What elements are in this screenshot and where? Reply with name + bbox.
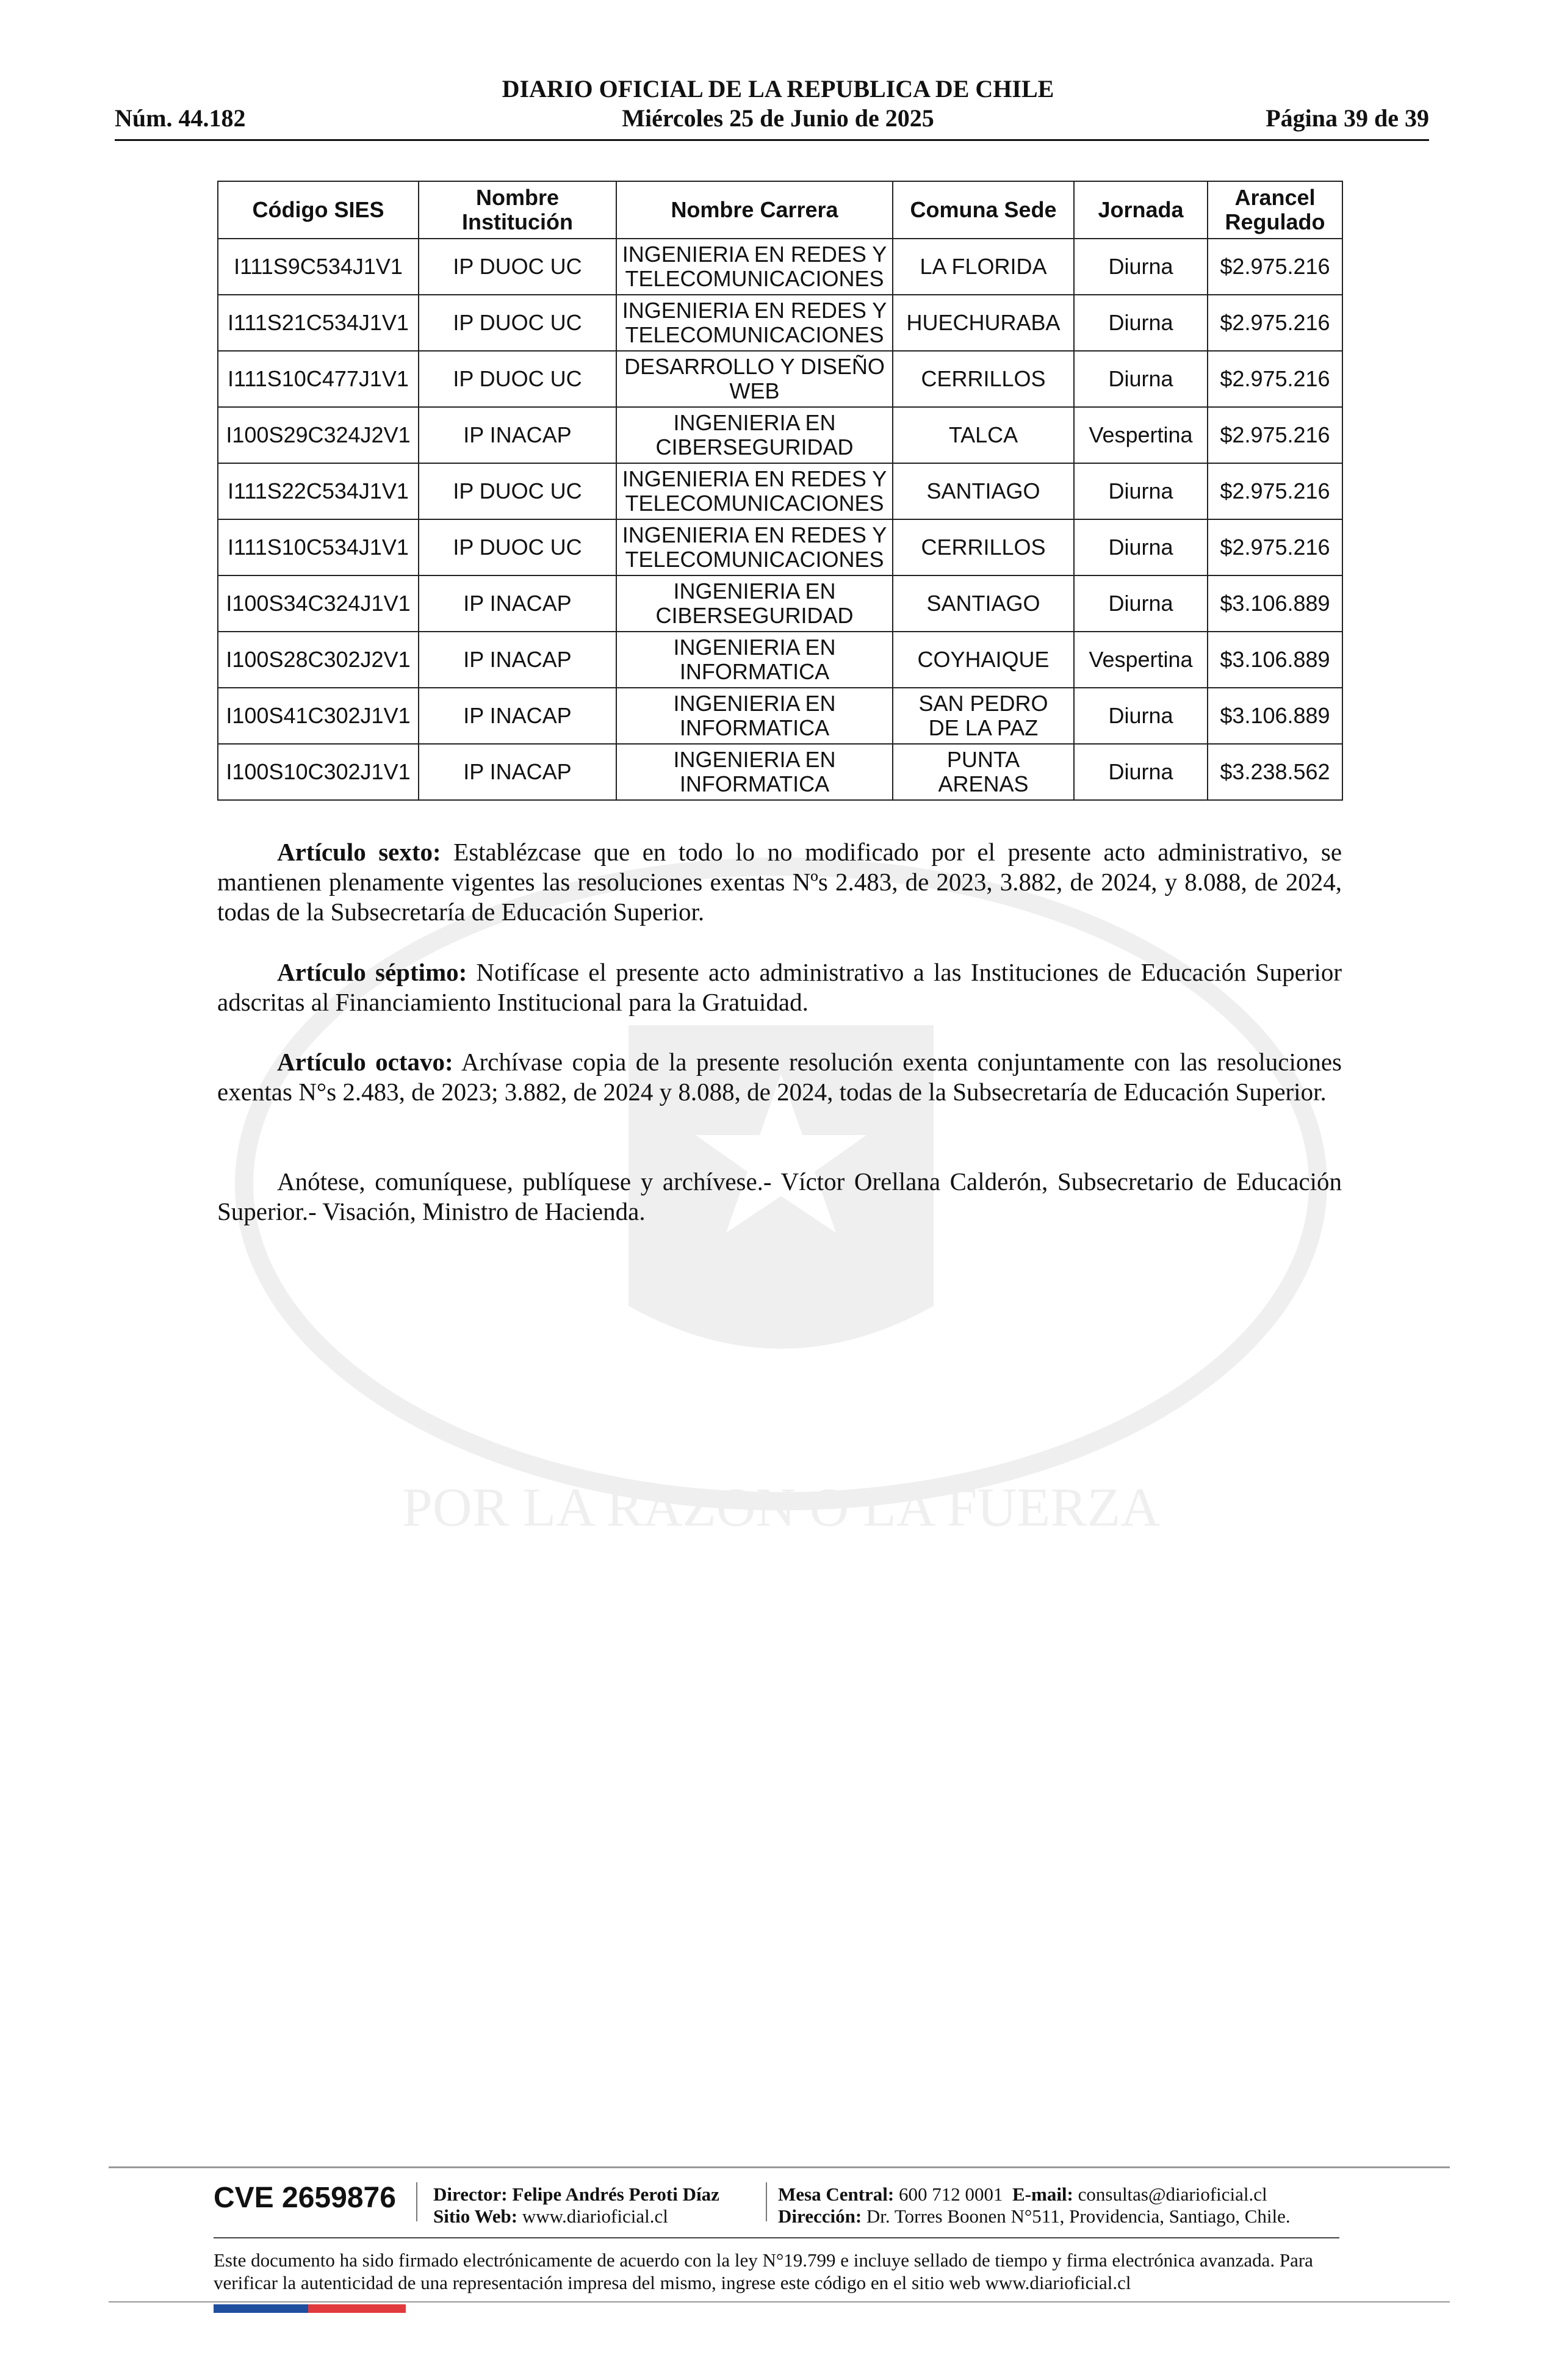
table-row [218, 632, 1342, 688]
footer-divider-top [109, 2166, 1450, 2168]
director-name: Felipe Andrés Peroti Díaz [512, 2183, 719, 2205]
column-header-codigo: Código SIES [218, 181, 419, 239]
cell-fee: $2.975.216 [1208, 295, 1342, 351]
cell-fee: $2.975.216 [1208, 407, 1342, 463]
cell-fee: $2.975.216 [1208, 239, 1342, 295]
cell-career: INGENIERIA EN INFORMATICA [616, 688, 893, 744]
cell-fee: $3.106.889 [1208, 632, 1342, 688]
article-sexto-title: Artículo sexto: [277, 838, 441, 866]
cell-institution: IP INACAP [419, 744, 616, 800]
footer-divider-bottom [109, 2301, 1450, 2302]
cell-commune: CERRILLOS [893, 351, 1074, 407]
table-row [218, 688, 1342, 744]
cell-career: INGENIERIA EN INFORMATICA [616, 744, 893, 800]
article-octavo-text: Archívase copia de la presente resolución exenta conjuntamente con las resoluciones exentas N°s 2.483, de 2023; 3.882, de 2024 y 8.088, de 2024, todas de la Subsecretaría de Educación Superior. [217, 1048, 1342, 1106]
column-header-comuna: Comuna Sede [893, 181, 1074, 239]
address-label: Dirección: [778, 2205, 862, 2227]
email-label: E-mail: [1012, 2183, 1073, 2205]
cell-institution: IP INACAP [419, 407, 616, 463]
table-row [218, 239, 1342, 295]
cell-institution: IP DUOC UC [419, 463, 616, 519]
cell-commune: SAN PEDRO DE LA PAZ [893, 688, 1074, 744]
cve-code: CVE 2659876 [214, 2182, 396, 2214]
cell-commune: SANTIAGO [893, 575, 1074, 632]
website-label: Sitio Web: [433, 2205, 518, 2227]
mesa-phone: 600 712 0001 [899, 2183, 1003, 2205]
cell-career: INGENIERIA EN REDES Y TELECOMUNICACIONES [616, 239, 893, 295]
cell-shift: Vespertina [1074, 632, 1208, 688]
cell-institution: IP DUOC UC [419, 239, 616, 295]
cell-commune: HUECHURABA [893, 295, 1074, 351]
cell-code: I100S28C302J2V1 [218, 632, 419, 688]
cell-shift: Diurna [1074, 463, 1208, 519]
table-row [218, 407, 1342, 463]
cell-career: INGENIERIA EN REDES Y TELECOMUNICACIONES [616, 519, 893, 575]
footer-director-block [433, 2183, 719, 2227]
column-header-institucion: Nombre Institución [419, 181, 616, 239]
issue-number: Núm. 44.182 [115, 104, 246, 132]
column-header-arancel: Arancel Regulado [1208, 181, 1342, 239]
table-header-row [218, 181, 1342, 239]
cell-fee: $2.975.216 [1208, 519, 1342, 575]
column-header-carrera: Nombre Carrera [616, 181, 893, 239]
page-number: Página 39 de 39 [1266, 104, 1429, 132]
website-link[interactable]: www.diarioficial.cl [522, 2205, 668, 2227]
closing-paragraph: Anótese, comuníquese, publíquese y archívese.- Víctor Orellana Calderón, Subsecretario de Educación Superior.- Visación, Ministro de Hacienda. [217, 1167, 1342, 1225]
footer-divider-mid [214, 2237, 1339, 2238]
cell-shift: Diurna [1074, 575, 1208, 632]
article-septimo-text: Notifícase el presente acto administrativo a las Instituciones de Educación Superior adscritas al Financiamiento Institucional para la Gratuidad. [217, 958, 1342, 1016]
table-row [218, 744, 1342, 800]
email-link[interactable]: consultas@diarioficial.cl [1078, 2183, 1267, 2205]
director-line [433, 2183, 719, 2205]
article-sexto-text: Establézcase que en todo lo no modificado por el presente acto administrativo, se mantienen plenamente vigentes las resoluciones exentas Nºs 2.483, de 2023, 3.882, de 2024, y 8.088, de 2024, todas de la Subsecretaría de Educación Superior. [217, 838, 1342, 926]
cell-code: I111S21C534J1V1 [218, 295, 419, 351]
cell-institution: IP DUOC UC [419, 519, 616, 575]
table-row [218, 295, 1342, 351]
cell-career: INGENIERIA EN INFORMATICA [616, 632, 893, 688]
cell-career: INGENIERIA EN CIBERSEGURIDAD [616, 575, 893, 632]
article-octavo-title: Artículo octavo: [277, 1048, 453, 1076]
address-value: Dr. Torres Boonen N°511, Providencia, Santiago, Chile. [866, 2205, 1291, 2227]
table-row [218, 519, 1342, 575]
cell-shift: Diurna [1074, 688, 1208, 744]
cell-institution: IP DUOC UC [419, 351, 616, 407]
issue-date: Miércoles 25 de Junio de 2025 [622, 104, 934, 132]
cell-career: INGENIERIA EN REDES Y TELECOMUNICACIONES [616, 295, 893, 351]
cell-institution: IP DUOC UC [419, 295, 616, 351]
cell-code: I111S22C534J1V1 [218, 463, 419, 519]
cell-fee: $3.106.889 [1208, 688, 1342, 744]
cell-career: DESARROLLO Y DISEÑO WEB [616, 351, 893, 407]
mesa-label: Mesa Central: [778, 2183, 895, 2205]
column-header-jornada: Jornada [1074, 181, 1208, 239]
cell-shift: Diurna [1074, 239, 1208, 295]
website-line [433, 2205, 719, 2227]
brand-bar-blue [214, 2304, 308, 2313]
cell-commune: COYHAIQUE [893, 632, 1074, 688]
gazette-title: DIARIO OFICIAL DE LA REPUBLICA DE CHILE [502, 75, 1054, 103]
header-divider [115, 139, 1429, 141]
director-label: Director: [433, 2183, 508, 2205]
cell-career: INGENIERIA EN REDES Y TELECOMUNICACIONES [616, 463, 893, 519]
table-row [218, 351, 1342, 407]
cell-code: I100S41C302J1V1 [218, 688, 419, 744]
cell-code: I100S29C324J2V1 [218, 407, 419, 463]
article-septimo [217, 957, 1342, 1017]
cell-fee: $2.975.216 [1208, 351, 1342, 407]
legal-notice: Este documento ha sido firmado electrónicamente de acuerdo con la ley N°19.799 e incluye sellado de tiempo y firma electrónica avanzada. Para verificar la autenticidad de una representación impresa del mismo, ingrese este código en el sitio web www.diarioficial.cl [214, 2249, 1313, 2293]
cell-institution: IP INACAP [419, 632, 616, 688]
table-row [218, 575, 1342, 632]
footer-separator [416, 2182, 417, 2221]
cell-career: INGENIERIA EN CIBERSEGURIDAD [616, 407, 893, 463]
cell-code: I100S10C302J1V1 [218, 744, 419, 800]
cell-code: I111S9C534J1V1 [218, 239, 419, 295]
sies-fee-table [217, 181, 1343, 801]
cell-institution: IP INACAP [419, 575, 616, 632]
article-octavo [217, 1047, 1342, 1107]
footer-separator [766, 2182, 767, 2221]
cell-commune: LA FLORIDA [893, 239, 1074, 295]
cell-commune: CERRILLOS [893, 519, 1074, 575]
brand-bar-red [308, 2304, 406, 2313]
cell-commune: TALCA [893, 407, 1074, 463]
cell-fee: $3.106.889 [1208, 575, 1342, 632]
cell-code: I100S34C324J1V1 [218, 575, 419, 632]
table-row [218, 463, 1342, 519]
cell-shift: Diurna [1074, 351, 1208, 407]
article-sexto [217, 837, 1342, 927]
footer-contact-block [778, 2183, 1291, 2227]
cell-shift: Diurna [1074, 295, 1208, 351]
cell-shift: Diurna [1074, 519, 1208, 575]
article-septimo-title: Artículo séptimo: [277, 958, 467, 986]
cell-institution: IP INACAP [419, 688, 616, 744]
contact-line [778, 2183, 1291, 2205]
cell-code: I111S10C534J1V1 [218, 519, 419, 575]
cell-shift: Vespertina [1074, 407, 1208, 463]
cell-shift: Diurna [1074, 744, 1208, 800]
cell-code: I111S10C477J1V1 [218, 351, 419, 407]
cell-commune: PUNTA ARENAS [893, 744, 1074, 800]
cell-commune: SANTIAGO [893, 463, 1074, 519]
cell-fee: $3.238.562 [1208, 744, 1342, 800]
cell-fee: $2.975.216 [1208, 463, 1342, 519]
watermark-motto: POR LA RAZON O LA FUERZA [402, 1477, 1161, 1538]
address-line [778, 2205, 1291, 2227]
